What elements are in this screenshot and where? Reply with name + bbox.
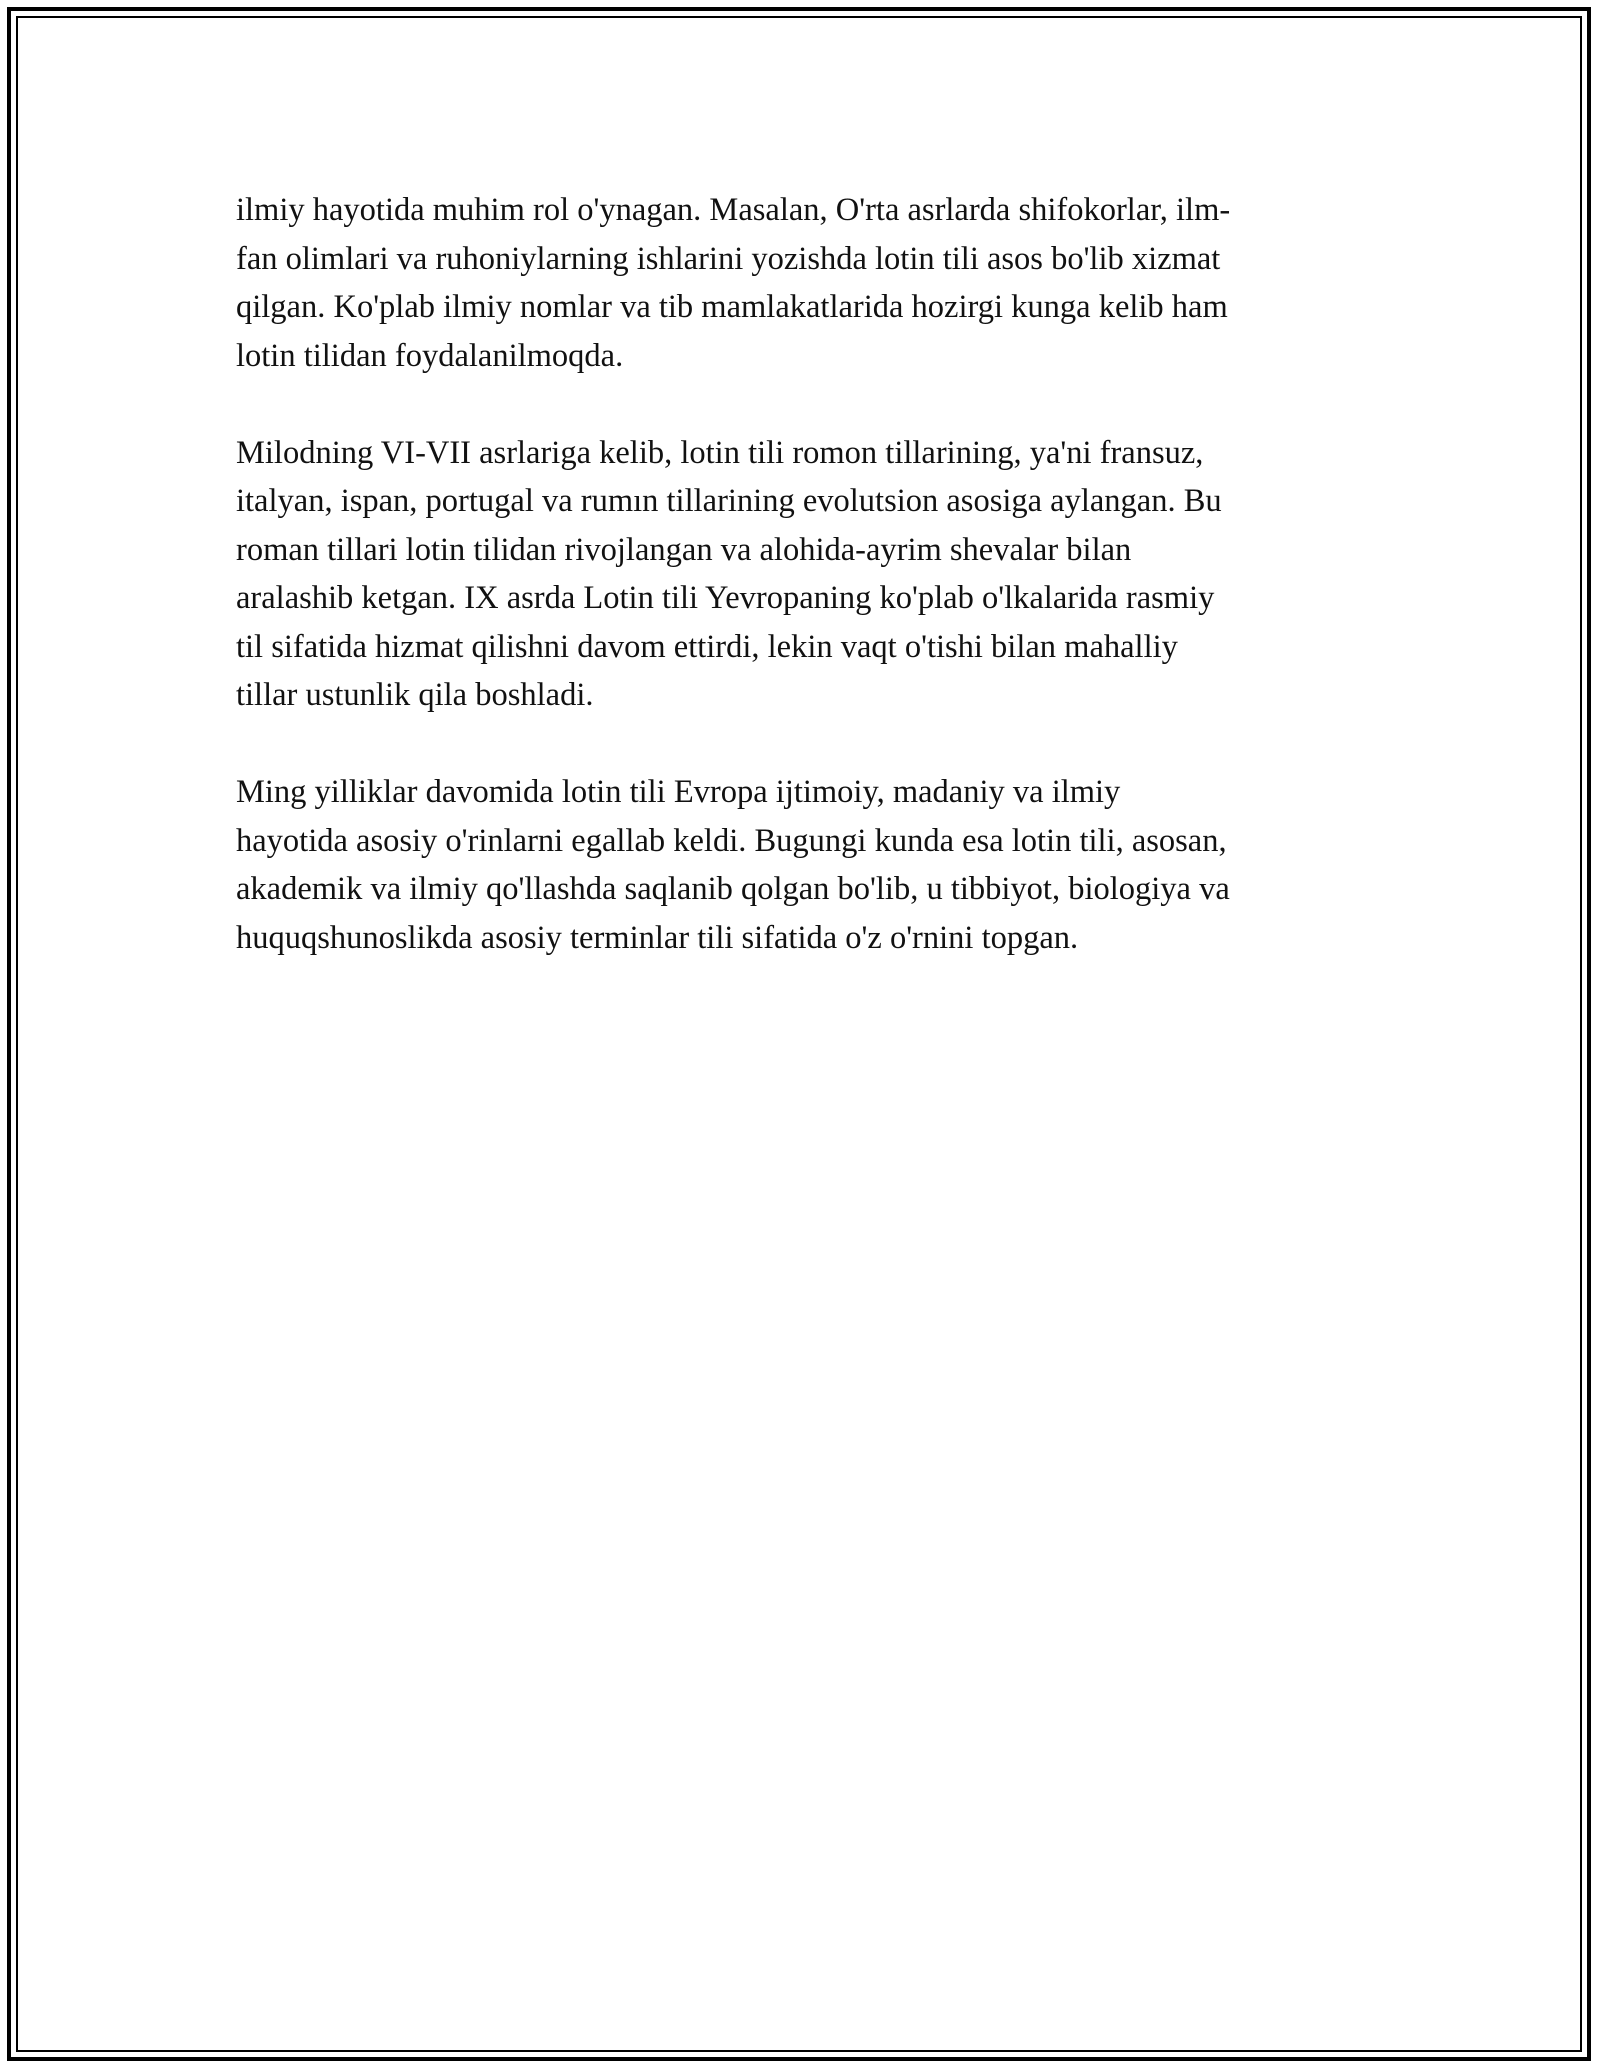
text-line: ilmiy hayotida muhim rol o'ynagan. Masalan, O'rta asrlarda shifokorlar, ilm- bbox=[236, 192, 1231, 228]
text-line: lotin tilidan foydalanilmoqda. bbox=[236, 337, 624, 374]
paragraph-3 bbox=[236, 768, 1366, 962]
text-line: akademik va ilmiy qo'llashda saqlanib qolgan bo'lib, u tibbiyot, biologiya va bbox=[236, 871, 1230, 907]
text-line: tillar ustunlik qila boshladi. bbox=[236, 677, 594, 713]
text-line: Ming yilliklar davomida lotin tili Evropa ijtimoiy, madaniy va ilmiy bbox=[236, 774, 1121, 810]
paragraph-2 bbox=[236, 429, 1366, 720]
text-line: huquqshunoslikda asosiy terminlar tili sifatida o'z o'rnini topgan. bbox=[236, 919, 1079, 956]
text-line: italyan, ispan, portugal va rumın tillarining evolutsion asosiga aylangan. Bu bbox=[236, 483, 1222, 519]
text-line: Milodning VI-VII asrlariga kelib, lotin tili romon tillarining, ya'ni fransuz, bbox=[236, 434, 1204, 471]
text-line: hayotida asosiy o'rinlarni egallab keldi. Bugungi kunda esa lotin tili, asosan, bbox=[236, 822, 1227, 859]
text-line: qilgan. Ko'plab ilmiy nomlar va tib mamlakatlarida hozirgi kunga kelib ham bbox=[236, 289, 1228, 325]
paragraph-1 bbox=[236, 186, 1366, 380]
text-line: til sifatida hizmat qilishni davom ettirdi, lekin vaqt o'tishi bilan mahalliy bbox=[236, 628, 1178, 665]
document-body bbox=[236, 186, 1366, 1011]
text-line: aralashib ketgan. IX asrda Lotin tili Yevropaning ko'plab o'lkalarida rasmiy bbox=[236, 580, 1215, 616]
text-line: fan olimlari va ruhoniylarning ishlarini yozishda lotin tili asos bo'lib xizmat bbox=[236, 240, 1221, 277]
text-line: roman tillari lotin tilidan rivojlangan va alohida-ayrim shevalar bilan bbox=[236, 531, 1132, 568]
